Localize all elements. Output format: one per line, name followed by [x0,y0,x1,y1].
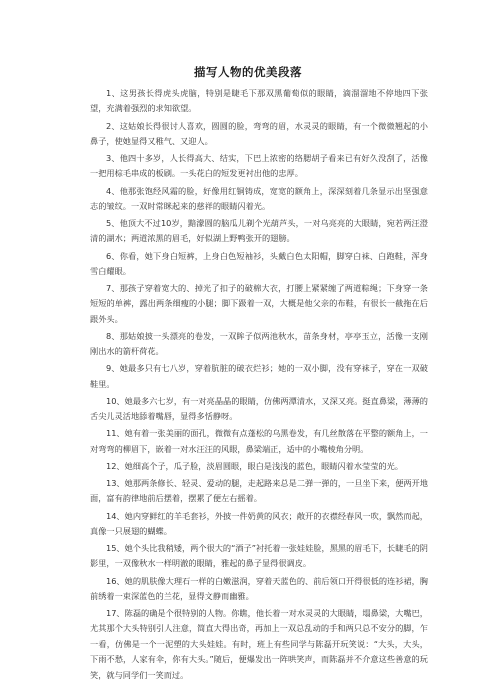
paragraph-2: 2、这姑娘长得很讨人喜欢，圆圆的脸，弯弯的眉，水灵灵的眼睛，有一个微微翘起的小鼻子，使她显得又稚气、又迎人。 [90,120,428,146]
paragraph-3: 3、他四十多岁，人长得高大、结实，下巴上浓密的络腮胡子看来已有好久没刮了，活像一把用棕毛串成的板刷。一头花白的短发更衬出他的忠厚。 [90,153,428,179]
paragraph-1: 1、这男孩长得虎头虎脑，特别是睫毛下那双黑葡萄似的眼睛，滴溜溜地不停地四下张望，充满着强烈的求知欲望。 [90,88,428,114]
document-title: 描写人物的优美段落 [194,65,302,79]
paragraph-6: 6、你看，她下身白短裤，上身白色短袖衫，头戴白色太阳帽，脚穿白袜、白跑鞋，浑身雪白耀眼。 [90,250,428,276]
paragraph-14: 14、她内穿鲜红的羊毛套衫，外披一件奶黄的风衣；敞开的衣襟经春风一吹，飘然而起，真像一只展翅的蝴蝶。 [90,510,428,536]
paragraph-10: 10、她最多六七岁，有一对亮晶晶的眼睛，仿佛两潭清水，又深又亮。挺直鼻梁，薄薄的舌尖儿灵活地舔着嘴唇，显得多恬静呀。 [90,395,428,422]
paragraph-9: 9、她最多只有七八岁，穿着肮脏的破衣烂衫；她的一双小脚，没有穿袜子，穿在一双破鞋里。 [90,363,428,389]
paragraph-4: 4、他那张饱经风霜的脸，好像用红铜铸成，宽宽的额角上，深深刻着几条显示出坚强意志的皱纹。一双时常眯起来的慈祥的眼睛闪着光。 [90,185,428,211]
paragraph-11: 11、她有着一张美丽的面孔，微微有点蓬松的乌黑卷发，有几丝散落在平整的额角上，一对弯弯的柳眉下，嵌着一对水汪汪的风眼，鼻梁端正，适中的小嘴棱角分明。 [90,428,428,454]
paragraph-16: 16、她的肌肤像大理石一样的白嫩滋润，穿着天蓝色的、前后领口开得很低的连衫裙，胸前绣着一束深蓝色的兰花，显得文静而幽雅。 [90,575,428,601]
paragraph-17: 17、陈磊的确是个很特别的人物。你瞧，他长着一对水灵灵的大眼睛，塌鼻梁，大嘴巴，尤其那个大头特别引人注意，简直大得出奇，再加上一双总乱动的手和两只总不安分的脚，乍一看，仿佛是一个一泥塑的大头娃娃。有时，班上有些同学与陈磊开玩笑说：“大头，大头，下雨不愁，人家有伞，你有大头。”随后，便爆发出一阵哄笑声，而陈磊并不介意这些善意的玩笑，就与同学们一笑而过。 [90,608,428,680]
paragraph-5: 5、他顶大不过10岁，黯濛圆的脑瓜儿剃个光葫芦头，一对乌亮亮的大眼睛，宛若两汪澄清的湖水；两道浓黑的眉毛，好似湖上野鸭张开的翅膀。 [90,218,428,244]
paragraph-7: 7、那孩子穿着宽大的、掉光了扣子的破棉大衣，打腰上紧紧缠了两道粽绳；下身穿一条短短的单裤，露出两条细瘦的小腿；脚下趿着一双，大概是他父亲的布鞋，有很长一截拖在后跟外头。 [90,283,428,324]
document-body [90,86,428,685]
paragraph-12: 12、她细高个子，瓜子脸，淡眉圆眼，眼白是浅浅的蓝色，眼睛闪着水莹莹的光。 [106,460,403,471]
paragraph-8: 8、那姑娘披一头漂亮的卷发，一双眸子似两池秋水，苗条身材，亭亭玉立，活像一支刚刚出水的箭杆荷花。 [90,330,428,357]
paragraph-15: 15、她个头比我稍矮，两个很大的“酒子”衬托着一张娃娃脸，黑黑的眉毛下，长睫毛的阴影里，一双像秋水一样明澈的眼睛，雅起的鼻子显得很调皮。 [90,543,428,569]
paragraph-13: 13、她那两条修长、轻灵、爱动的腿，走起路来总是二弹一弹的，一旦坐下来，便两开地面，富有韵律地前后摆着，摆累了便左右摇着。 [90,478,428,504]
